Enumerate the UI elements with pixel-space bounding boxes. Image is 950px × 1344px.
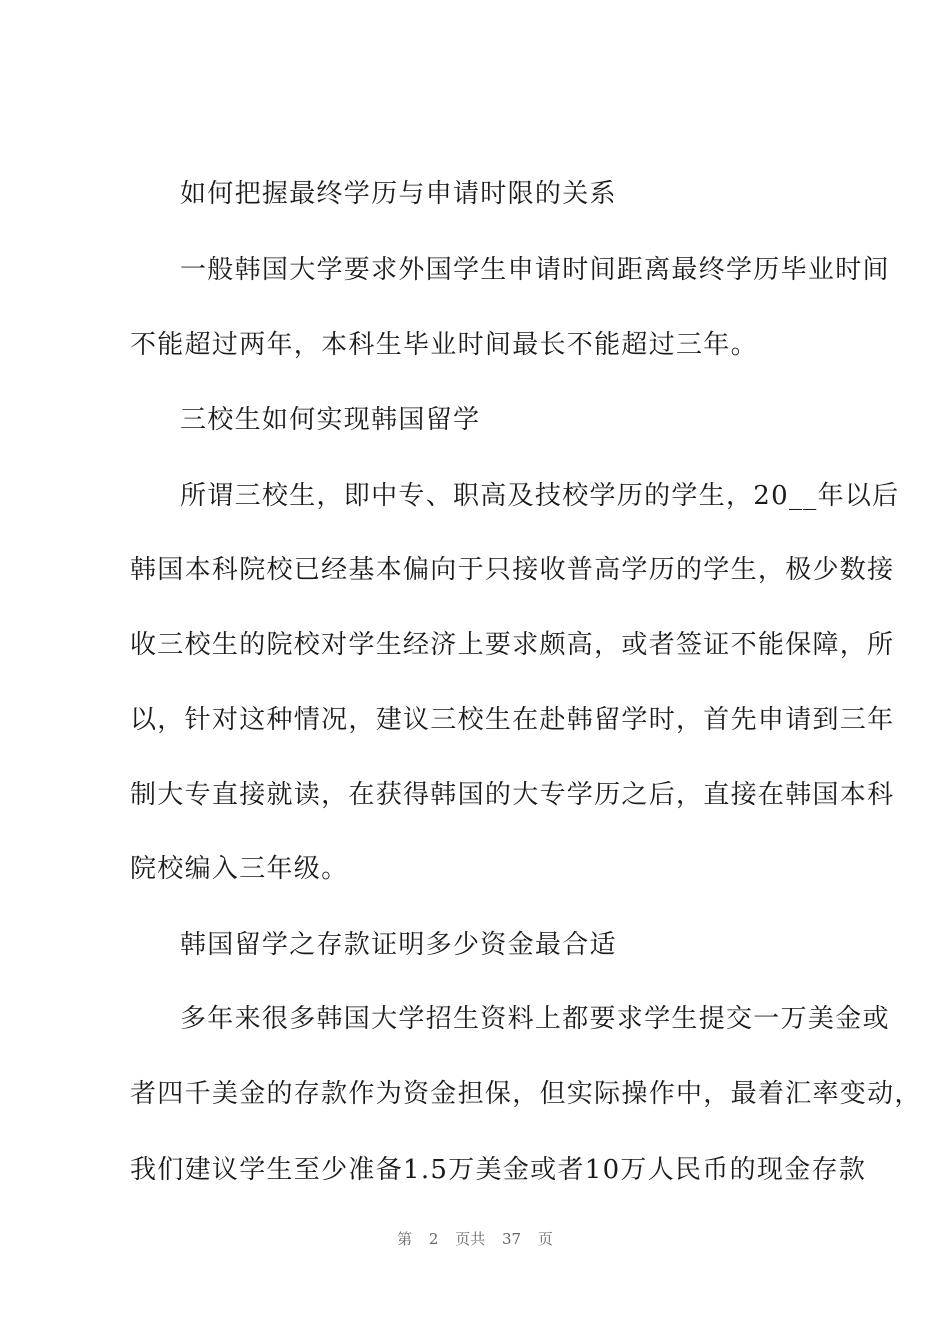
paragraph-line: 一般韩国大学要求外国学生申请时间距离最终学历毕业时间 [180,255,890,285]
paragraph-line: 收三校生的院校对学生经济上要求颇高，或者签证不能保障，所 [130,630,895,660]
section-heading: 三校生如何实现韩国留学 [180,405,481,435]
paragraph-line: 者四千美金的存款作为资金担保，但实际操作中，最着汇率变动， [130,1079,922,1109]
page-footer [0,1228,950,1249]
footer-prefix: 第 [397,1230,413,1248]
paragraph-line: 以，针对这种情况，建议三校生在赴韩留学时，首先申请到三年 [130,705,895,735]
paragraph-line: 所谓三校生，即中专、职高及技校学历的学生，20__年以后 [180,481,900,511]
paragraph-line: 制大专直接就读，在获得韩国的大专学历之后，直接在韩国本科 [130,780,895,810]
footer-total-pages: 37 [502,1230,522,1248]
paragraph-line: 多年来很多韩国大学招生资料上都要求学生提交一万美金或 [180,1004,890,1034]
paragraph-line: 院校编入三年级。 [130,854,349,884]
paragraph-line: 不能超过两年，本科生毕业时间最长不能超过三年。 [130,330,758,360]
section-heading: 韩国留学之存款证明多少资金最合适 [180,930,617,960]
footer-page-number: 2 [428,1230,439,1248]
section-heading: 如何把握最终学历与申请时限的关系 [180,179,617,209]
footer-middle: 页共 [455,1230,486,1248]
footer-suffix: 页 [537,1230,553,1248]
paragraph-line: 韩国本科院校已经基本偏向于只接收普高学历的学生，极少数接 [130,555,895,585]
paragraph-line: 我们建议学生至少准备1.5万美金或者10万人民币的现金存款 [130,1155,867,1185]
